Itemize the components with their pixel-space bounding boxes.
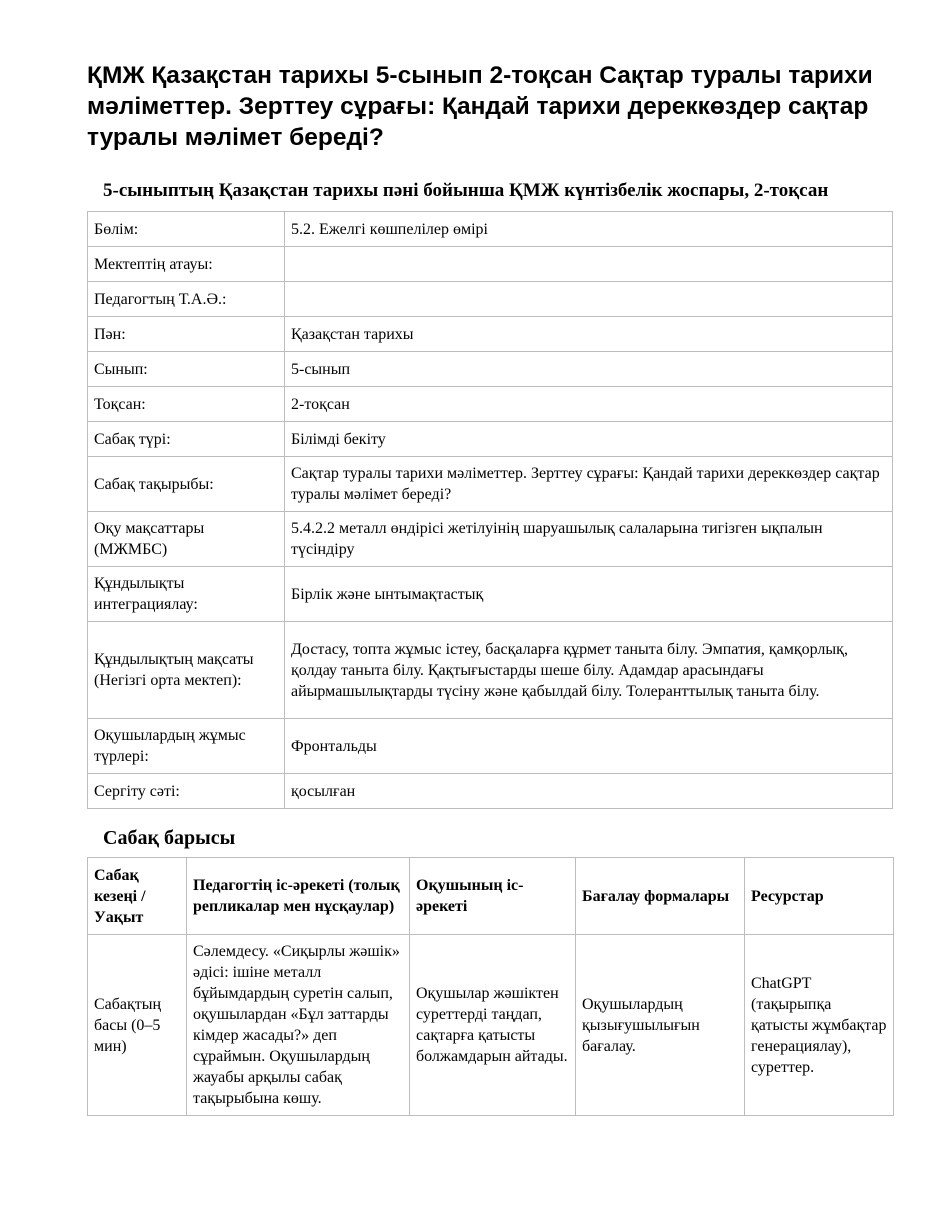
info-label: Құндылықты интеграциялау: xyxy=(88,567,285,622)
info-value: Фронтальды xyxy=(285,719,893,774)
lesson-progress-table xyxy=(87,857,894,1116)
info-label: Оқушылардың жұмыс түрлері: xyxy=(88,719,285,774)
info-value xyxy=(285,282,893,317)
info-row xyxy=(88,352,893,387)
lesson-column-header: Бағалау формалары xyxy=(576,858,745,935)
info-label: Сабақ тақырыбы: xyxy=(88,457,285,512)
info-label: Құндылықтың мақсаты (Негізгі орта мектеп): xyxy=(88,622,285,719)
lesson-cell: Сәлемдесу. «Сиқырлы жәшік» әдісі: ішіне металл бұйымдардың суретін салып, оқушылардан «Бұл заттарды кімдер жасады?» деп сұраймын. Оқушылардың жауабы арқылы сабақ тақырыбына көшу. xyxy=(187,935,410,1116)
lesson-progress-heading: Сабақ барысы xyxy=(103,827,236,849)
lesson-cell: Оқушылар жәшіктен суреттерді таңдап, сақтарға қатысты болжамдарын айтады. xyxy=(410,935,576,1116)
info-value: қосылған xyxy=(285,774,893,809)
info-label: Мектептің атауы: xyxy=(88,247,285,282)
info-value: Сақтар туралы тарихи мәліметтер. Зерттеу сұрағы: Қандай тарихи дереккөздер сақтар туралы мәлімет береді? xyxy=(285,457,893,512)
info-label: Сынып: xyxy=(88,352,285,387)
info-row xyxy=(88,567,893,622)
info-row xyxy=(88,457,893,512)
lesson-cell: Оқушылардың қызығушылығын бағалау. xyxy=(576,935,745,1116)
info-value: 2-тоқсан xyxy=(285,387,893,422)
document-title: ҚМЖ Қазақстан тарихы 5-сынып 2-тоқсан Сақтар туралы тарихи мәліметтер. Зерттеу сұрағы: Қандай тарихи дереккөздер сақтар туралы мәлімет береді? xyxy=(87,62,873,151)
info-label: Сергіту сәті: xyxy=(88,774,285,809)
info-value: Қазақстан тарихы xyxy=(285,317,893,352)
document-page xyxy=(87,60,893,1116)
lesson-column-header: Ресурстар xyxy=(745,858,894,935)
info-label: Педагогтың Т.А.Ә.: xyxy=(88,282,285,317)
info-label: Оқу мақсаттары (МЖМБС) xyxy=(88,512,285,567)
lesson-column-header: Оқушының іс-әрекеті xyxy=(410,858,576,935)
info-row xyxy=(88,387,893,422)
info-row xyxy=(88,622,893,719)
plan-heading: 5-сыныптың Қазақстан тарихы пәні бойынша ҚМЖ күнтізбелік жоспары, 2-тоқсан xyxy=(103,180,829,201)
lesson-row xyxy=(88,935,894,1116)
lesson-cell: ChatGPT (тақырыпқа қатысты жұмбақтар генерациялау), суреттер. xyxy=(745,935,894,1116)
info-label: Пән: xyxy=(88,317,285,352)
info-row xyxy=(88,212,893,247)
lesson-column-header: Сабақ кезеңі / Уақыт xyxy=(88,858,187,935)
info-row xyxy=(88,512,893,567)
info-row xyxy=(88,774,893,809)
info-value: Бірлік және ынтымақтастық xyxy=(285,567,893,622)
info-row xyxy=(88,282,893,317)
info-value: Білімді бекіту xyxy=(285,422,893,457)
info-value xyxy=(285,247,893,282)
info-row xyxy=(88,317,893,352)
info-value: 5.4.2.2 металл өндірісі жетілуінің шаруашылық салаларына тигізген ықпалын түсіндіру xyxy=(285,512,893,567)
info-row xyxy=(88,719,893,774)
lesson-column-header: Педагогтің іс-әрекеті (толық репликалар мен нұсқаулар) xyxy=(187,858,410,935)
lesson-cell: Сабақтың басы (0–5 мин) xyxy=(88,935,187,1116)
info-label: Бөлім: xyxy=(88,212,285,247)
lesson-info-table xyxy=(87,211,893,809)
info-label: Тоқсан: xyxy=(88,387,285,422)
info-value: 5.2. Ежелгі көшпелілер өмірі xyxy=(285,212,893,247)
info-row xyxy=(88,422,893,457)
info-row xyxy=(88,247,893,282)
info-value: Достасу, топта жұмыс істеу, басқаларға құрмет таныта білу. Эмпатия, қамқорлық, қолдау таныта білу. Қақтығыстарды шеше білу. Адамдар арасындағы айырмашылықтарды түсіну және қабылдай білу. Толеранттылық таныта білу. xyxy=(285,622,893,719)
info-value: 5-сынып xyxy=(285,352,893,387)
info-label: Сабақ түрі: xyxy=(88,422,285,457)
